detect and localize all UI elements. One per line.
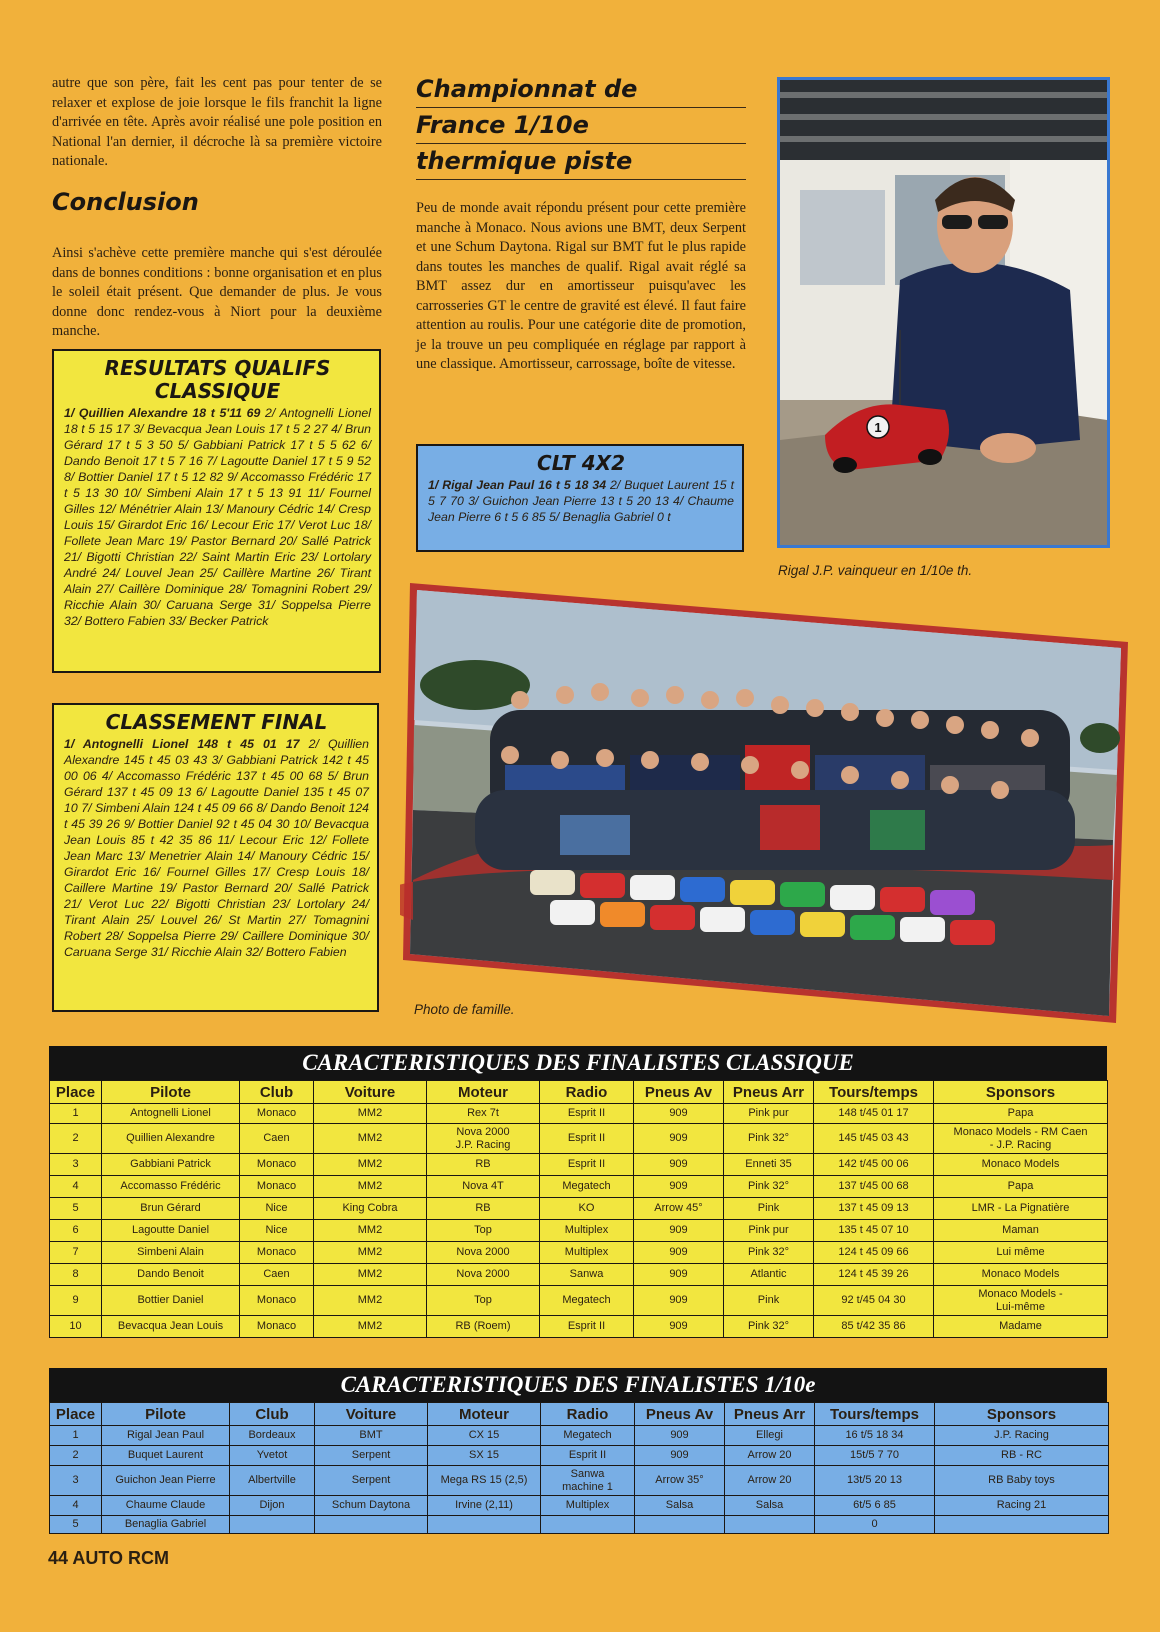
table-cell: 909: [634, 1286, 724, 1316]
table-cell: RB (Roem): [427, 1316, 540, 1338]
table-cell: Benaglia Gabriel: [102, 1516, 230, 1534]
table-cell: 9: [50, 1286, 102, 1316]
table-cell: Serpent: [315, 1466, 428, 1496]
table-row: [50, 1516, 1109, 1534]
table-cell: Salsa: [635, 1496, 725, 1516]
table-cell: Monaco: [240, 1316, 314, 1338]
table-cell: Antognelli Lionel: [102, 1104, 240, 1124]
table-cell: 1: [50, 1426, 102, 1446]
column-header: Voiture: [315, 1403, 428, 1426]
table-cell: 124 t 45 39 26: [814, 1264, 934, 1286]
table-cell: Multiplex: [540, 1220, 634, 1242]
table-cell: 909: [634, 1242, 724, 1264]
column-header: Place: [50, 1081, 102, 1104]
table-row: [50, 1426, 1109, 1446]
championnat-heading: [416, 72, 746, 180]
clt-4x2-box: [416, 444, 744, 552]
table-cell: Top: [427, 1220, 540, 1242]
table-cell: 135 t 45 07 10: [814, 1220, 934, 1242]
table-cell: Nova 4T: [427, 1176, 540, 1198]
table-cell: MM2: [314, 1316, 427, 1338]
table-row: [50, 1198, 1108, 1220]
column-header: Club: [240, 1081, 314, 1104]
table-110-title: CARACTERISTIQUES DES FINALISTES 1/10e: [49, 1368, 1107, 1402]
table-cell: Pink: [724, 1286, 814, 1316]
table-row: [50, 1446, 1109, 1466]
table-cell: 124 t 45 09 66: [814, 1242, 934, 1264]
table-cell: 8: [50, 1264, 102, 1286]
table-cell: Esprit II: [541, 1446, 635, 1466]
table-cell: Lui même: [934, 1242, 1108, 1264]
table-cell: Pink 32°: [724, 1316, 814, 1338]
table-110: [49, 1368, 1107, 1534]
family-caption: Photo de famille.: [414, 1002, 515, 1017]
table-cell: Maman: [934, 1220, 1108, 1242]
table-cell: MM2: [314, 1104, 427, 1124]
table-cell: Nice: [240, 1198, 314, 1220]
table-row: [50, 1104, 1108, 1124]
table-cell: 5: [50, 1516, 102, 1534]
table-cell: Caen: [240, 1124, 314, 1154]
results-qualifs-title-line2: CLASSIQUE: [154, 379, 281, 403]
results-qualifs-text: [64, 405, 371, 629]
table-cell: 909: [634, 1176, 724, 1198]
table-row: [50, 1264, 1108, 1286]
table-cell: 5: [50, 1198, 102, 1220]
table-cell: 15t/5 7 70: [815, 1446, 935, 1466]
table-110-header-row: [50, 1403, 1109, 1426]
table-cell: Esprit II: [540, 1316, 634, 1338]
table-cell: MM2: [314, 1264, 427, 1286]
table-cell: Guichon Jean Pierre: [102, 1466, 230, 1496]
table-cell: 7: [50, 1242, 102, 1264]
table-cell: LMR - La Pignatière: [934, 1198, 1108, 1220]
table-cell: Monaco: [240, 1176, 314, 1198]
table-cell: Bevacqua Jean Louis: [102, 1316, 240, 1338]
table-cell: RB: [427, 1154, 540, 1176]
table-cell: 148 t/45 01 17: [814, 1104, 934, 1124]
table-cell: Dijon: [230, 1496, 315, 1516]
photo-rigal: [777, 77, 1110, 548]
table-row: [50, 1286, 1108, 1316]
table-cell: Monaco: [240, 1104, 314, 1124]
rigal-caption: Rigal J.P. vainqueur en 1/10e th.: [778, 563, 973, 578]
table-cell: 909: [634, 1264, 724, 1286]
results-qualifs-title-line1: RESULTATS QUALIFS: [104, 356, 331, 380]
table-classique-header-row: [50, 1081, 1108, 1104]
table-cell: 13t/5 20 13: [815, 1466, 935, 1496]
table-cell: [315, 1516, 428, 1534]
table-cell: Dando Benoit: [102, 1264, 240, 1286]
table-cell: 909: [635, 1446, 725, 1466]
page-number: 44: [48, 1548, 69, 1568]
table-classique-title: CARACTERISTIQUES DES FINALISTES CLASSIQUE: [49, 1046, 1107, 1080]
classement-final-list: 2/ Quillien Alexandre 145 t 45 03 43 3/ Gabbiani Patrick 142 t 45 00 06 4/ Accomasso Frédéric 137 t 45 00 68 5/ Brun Gérard 137 t 45 09 13 6/ Lagoutte Daniel 135 t 45 07 10 7/ Simbeni Alain 124 t 45 09 66 8/ Dando Benoit 124 t 45 39 26 9/ Bottier Daniel 92 t 45 04 30 10/ Bevacqua Jean Louis 85 t 42 35 86 11/ Lecour Eric 12/ Follete Jean Marc 13/ Menetrier Alain 14/ Manoury Cédric 15/ Girardot Eric 16/ Fournel Gilles 17/ Cresp Louis 18/ Caillere Martine 19/ Pastor Bernard 20/ Sallé Patrick 21/ Verot Luc 22/ Bigotti Christian 23/ Lortolary 24/ Tirant Alain 25/ Louvel 26/ St Martin 27/ Tomagnini Robert 28/ Soppelsa Pierre 29/ Caillere Dominique 30/ Caruana Serge 31/ Ricchie Alain 32/ Bottero Fabien: [64, 737, 369, 959]
table-cell: [935, 1516, 1109, 1534]
table-cell: 6: [50, 1220, 102, 1242]
table-cell: Papa: [934, 1104, 1108, 1124]
table-cell: 909: [635, 1426, 725, 1446]
table-cell: Nova 2000: [427, 1264, 540, 1286]
table-cell: Bordeaux: [230, 1426, 315, 1446]
table-cell: Madame: [934, 1316, 1108, 1338]
table-cell: Pink 32°: [724, 1124, 814, 1154]
table-cell: Arrow 45°: [634, 1198, 724, 1220]
classement-final-title: CLASSEMENT FINAL: [105, 710, 328, 734]
table-classique-grid: [49, 1080, 1108, 1338]
table-cell: RB - RC: [935, 1446, 1109, 1466]
table-cell: RB Baby toys: [935, 1466, 1109, 1496]
car-number-label: 1: [874, 420, 882, 435]
table-cell: Monaco: [240, 1286, 314, 1316]
table-row: [50, 1220, 1108, 1242]
table-cell: 4: [50, 1176, 102, 1198]
table-cell: [541, 1516, 635, 1534]
table-cell: Buquet Laurent: [102, 1446, 230, 1466]
table-row: [50, 1124, 1108, 1154]
table-cell: Pink 32°: [724, 1176, 814, 1198]
table-cell: Pink 32°: [724, 1242, 814, 1264]
table-row: [50, 1316, 1108, 1338]
table-cell: BMT: [315, 1426, 428, 1446]
table-cell: 1: [50, 1104, 102, 1124]
table-cell: Pink: [724, 1198, 814, 1220]
column-header: Club: [230, 1403, 315, 1426]
results-qualifs-lead: 1/ Quillien Alexandre 18 t 5'11 69: [64, 406, 261, 420]
table-cell: 10: [50, 1316, 102, 1338]
column-header: Tours/temps: [814, 1081, 934, 1104]
column-header: Tours/temps: [815, 1403, 935, 1426]
table-cell: Nova 2000: [427, 1242, 540, 1264]
results-qualifs-list: 2/ Antognelli Lionel 18 t 5 15 17 3/ Bevacqua Jean Louis 17 t 5 2 27 4/ Brun Gérard 17 t 5 3 50 5/ Gabbiani Patrick 17 t 5 5 62 6/ Dando Benoit 17 t 5 7 16 7/ Lagoutte Daniel 17 t 5 9 52 8/ Bottier Daniel 17 t 5 12 82 9/ Accomasso Frédéric 17 t 5 13 30 10/ Simbeni Alain 17 t 5 13 91 11/ Fournel Gilles 12/ Ménétrier Alain 13/ Manoury Cédric 14/ Cresp Louis 15/ Girardot Eric 16/ Lecour Eric 17/ Verot Luc 18/ Follete Jean Marc 19/ Pastor Bernard 20/ Sallé Patrick 21/ Bigotti Christian 22/ Saint Martin Eric 23/ Lortolary André 24/ Louvel Jean 25/ Caillère Martine 26/ Tirant Alain 27/ Caillère Dominique 28/ Tomagnini Robert 29/ Ricchie Alain 30/ Caruana Serge 31/ Soppelsa Pierre 32/ Bottero Fabien 33/ Becker Patrick: [64, 406, 371, 628]
table-cell: Serpent: [315, 1446, 428, 1466]
table-row: [50, 1176, 1108, 1198]
table-cell: Enneti 35: [724, 1154, 814, 1176]
table-cell: 92 t/45 04 30: [814, 1286, 934, 1316]
table-cell: [230, 1516, 315, 1534]
table-cell: Sanwa machine 1: [541, 1466, 635, 1496]
table-classique: [49, 1046, 1107, 1338]
table-cell: Pink pur: [724, 1220, 814, 1242]
page-footer: [48, 1548, 169, 1569]
photo-family: [400, 580, 1130, 1025]
table-cell: Monaco: [240, 1242, 314, 1264]
table-cell: Esprit II: [540, 1154, 634, 1176]
column-header: Voiture: [314, 1081, 427, 1104]
table-cell: MM2: [314, 1176, 427, 1198]
table-cell: Megatech: [541, 1426, 635, 1446]
table-row: [50, 1496, 1109, 1516]
table-cell: [725, 1516, 815, 1534]
column-header: Pilote: [102, 1403, 230, 1426]
table-cell: 909: [634, 1124, 724, 1154]
championnat-paragraph: Peu de monde avait répondu présent pour cette première manche à Monaco. Nous avions une BMT, deux Serpent et une Schum Daytona. Rigal sur BMT fut le plus rapide dans toutes les manches de qualif. Rigal avait réglé sa BMT assez dur en amortisseur puisqu'avec les carrosseries GT le centre de gravité est élevé. Il faut faire attention au roulis. Pour une catégorie dite de promotion, je la trouve un peu compliquée en réglage par rapport à une classique. Amortisseur, carrossage, boîte de vitesse.: [416, 200, 746, 372]
table-cell: Lagoutte Daniel: [102, 1220, 240, 1242]
table-cell: 2: [50, 1446, 102, 1466]
table-cell: Gabbiani Patrick: [102, 1154, 240, 1176]
table-cell: 16 t/5 18 34: [815, 1426, 935, 1446]
table-cell: 909: [634, 1104, 724, 1124]
conclusion-heading: Conclusion: [52, 188, 199, 216]
conclusion-paragraph: Ainsi s'achève cette première manche qui s'est déroulée dans de bonnes conditions : bonne organisation et en plus le soleil était présent. Que demander de plus. Je vous donne donc rendez-vous à Niort pour la deuxième manche.: [52, 245, 382, 339]
table-cell: Racing 21: [935, 1496, 1109, 1516]
table-cell: 909: [634, 1316, 724, 1338]
clt-4x2-list: 2/ Buquet Laurent 15 t 5 7 70 3/ Guichon Jean Pierre 13 t 5 20 13 4/ Chaume Jean Pierre 6 t 5 6 85 5/ Benaglia Gabriel 0 t: [428, 478, 734, 524]
table-cell: Yvetot: [230, 1446, 315, 1466]
table-cell: 145 t/45 03 43: [814, 1124, 934, 1154]
table-cell: Bottier Daniel: [102, 1286, 240, 1316]
table-cell: MM2: [314, 1242, 427, 1264]
table-cell: Arrow 20: [725, 1466, 815, 1496]
column-header: Radio: [541, 1403, 635, 1426]
table-cell: CX 15: [428, 1426, 541, 1446]
table-cell: Brun Gérard: [102, 1198, 240, 1220]
rigal-photo-illustration: [780, 80, 1107, 545]
classement-final-lead: 1/ Antognelli Lionel 148 t 45 01 17: [64, 737, 300, 751]
table-cell: Sanwa: [540, 1264, 634, 1286]
table-cell: Papa: [934, 1176, 1108, 1198]
column-header: Moteur: [428, 1403, 541, 1426]
table-cell: Top: [427, 1286, 540, 1316]
table-cell: MM2: [314, 1220, 427, 1242]
table-cell: SX 15: [428, 1446, 541, 1466]
table-cell: RB: [427, 1198, 540, 1220]
table-cell: King Cobra: [314, 1198, 427, 1220]
magazine-name: AUTO RCM: [72, 1548, 170, 1568]
table-cell: Simbeni Alain: [102, 1242, 240, 1264]
table-cell: Ellegi: [725, 1426, 815, 1446]
table-cell: MM2: [314, 1124, 427, 1154]
classement-final-text: [64, 736, 369, 960]
clt-4x2-title: CLT 4X2: [537, 451, 625, 475]
table-cell: Multiplex: [540, 1242, 634, 1264]
table-cell: Albertville: [230, 1466, 315, 1496]
table-cell: Nova 2000 J.P. Racing: [427, 1124, 540, 1154]
table-cell: Nice: [240, 1220, 314, 1242]
table-cell: Quillien Alexandre: [102, 1124, 240, 1154]
table-cell: 909: [634, 1154, 724, 1176]
table-cell: Rex 7t: [427, 1104, 540, 1124]
column-header: Pneus Arr: [724, 1081, 814, 1104]
column-header: Place: [50, 1403, 102, 1426]
table-cell: 137 t 45 09 13: [814, 1198, 934, 1220]
table-cell: J.P. Racing: [935, 1426, 1109, 1446]
table-cell: 4: [50, 1496, 102, 1516]
table-cell: KO: [540, 1198, 634, 1220]
table-cell: Monaco Models - RM Caen - J.P. Racing: [934, 1124, 1108, 1154]
championnat-heading-line1: Championnat de: [416, 72, 746, 108]
table-cell: [635, 1516, 725, 1534]
table-cell: Arrow 35°: [635, 1466, 725, 1496]
table-cell: Rigal Jean Paul: [102, 1426, 230, 1446]
table-cell: 0: [815, 1516, 935, 1534]
column-header: Pneus Av: [635, 1403, 725, 1426]
table-cell: MM2: [314, 1154, 427, 1176]
column-header: Moteur: [427, 1081, 540, 1104]
table-row: [50, 1466, 1109, 1496]
table-cell: 3: [50, 1154, 102, 1176]
table-cell: Esprit II: [540, 1104, 634, 1124]
column-header: Sponsors: [935, 1403, 1109, 1426]
table-cell: Salsa: [725, 1496, 815, 1516]
table-cell: 6t/5 6 85: [815, 1496, 935, 1516]
table-cell: Esprit II: [540, 1124, 634, 1154]
table-cell: Caen: [240, 1264, 314, 1286]
table-110-grid: [49, 1402, 1109, 1534]
table-cell: Chaume Claude: [102, 1496, 230, 1516]
table-cell: Monaco Models: [934, 1154, 1108, 1176]
intro-paragraph: autre que son père, fait les cent pas pour tenter de se relaxer et explose de joie lorsque le fils franchit la ligne d'arrivée en tête. Après avoir réalisé une pole position en National l'an dernier, il décroche là sa première victoire nationale.: [52, 75, 382, 169]
table-cell: Arrow 20: [725, 1446, 815, 1466]
table-cell: Megatech: [540, 1176, 634, 1198]
table-cell: Multiplex: [541, 1496, 635, 1516]
table-cell: 3: [50, 1466, 102, 1496]
table-cell: Pink pur: [724, 1104, 814, 1124]
table-row: [50, 1242, 1108, 1264]
column-header: Pneus Av: [634, 1081, 724, 1104]
table-cell: MM2: [314, 1286, 427, 1316]
column-header: Radio: [540, 1081, 634, 1104]
column-header: Pneus Arr: [725, 1403, 815, 1426]
table-cell: Accomasso Frédéric: [102, 1176, 240, 1198]
championnat-heading-line3: thermique piste: [416, 144, 746, 180]
classement-final-box: [52, 703, 379, 1012]
table-cell: Monaco Models - Lui-même: [934, 1286, 1108, 1316]
table-row: [50, 1154, 1108, 1176]
table-cell: [428, 1516, 541, 1534]
table-cell: Monaco Models: [934, 1264, 1108, 1286]
clt-4x2-lead: 1/ Rigal Jean Paul 16 t 5 18 34: [428, 478, 607, 492]
table-cell: Mega RS 15 (2,5): [428, 1466, 541, 1496]
column-header: Sponsors: [934, 1081, 1108, 1104]
table-cell: Atlantic: [724, 1264, 814, 1286]
clt-4x2-text: [428, 477, 734, 525]
table-cell: 137 t/45 00 68: [814, 1176, 934, 1198]
table-cell: Irvine (2,11): [428, 1496, 541, 1516]
championnat-heading-line2: France 1/10e: [416, 108, 746, 144]
table-cell: 85 t/42 35 86: [814, 1316, 934, 1338]
results-qualifs-title: [64, 357, 371, 403]
table-cell: Schum Daytona: [315, 1496, 428, 1516]
table-cell: 909: [634, 1220, 724, 1242]
table-cell: Megatech: [540, 1286, 634, 1316]
table-cell: 142 t/45 00 06: [814, 1154, 934, 1176]
table-cell: 2: [50, 1124, 102, 1154]
results-qualifs-box: [52, 349, 381, 673]
column-header: Pilote: [102, 1081, 240, 1104]
table-cell: Monaco: [240, 1154, 314, 1176]
